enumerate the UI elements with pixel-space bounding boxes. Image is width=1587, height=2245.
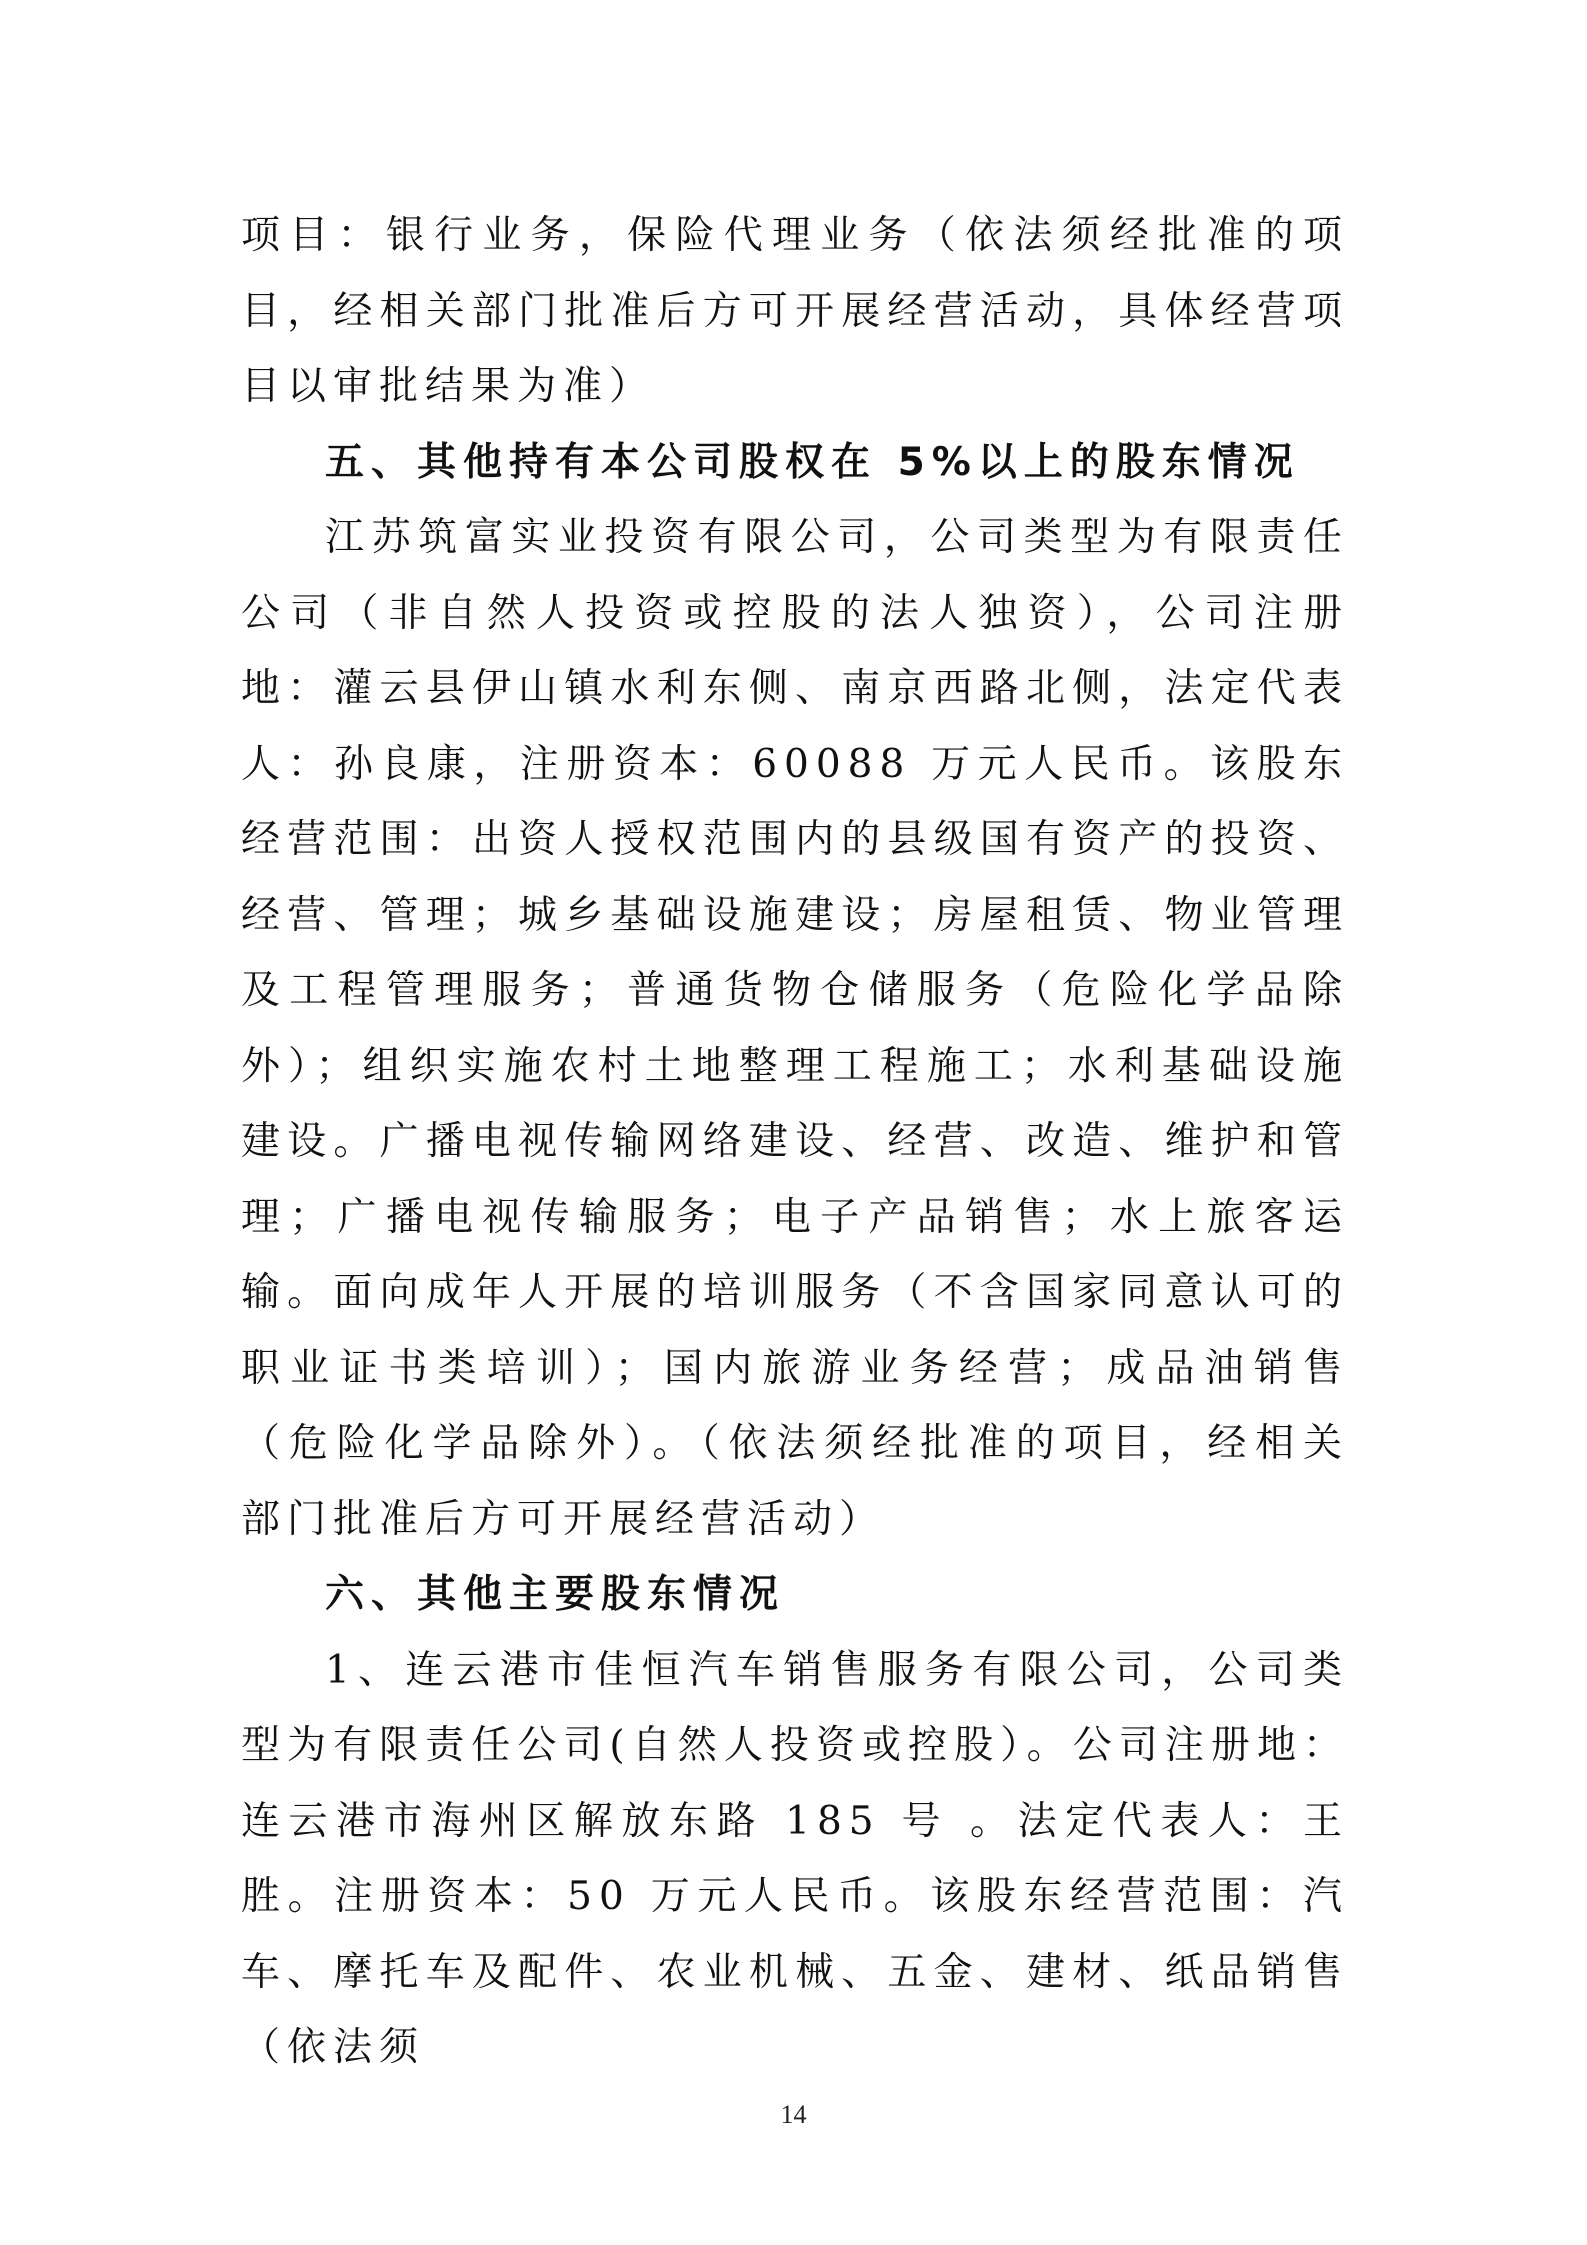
paragraph-shareholder-jiangsu-zhufu: 江苏筑富实业投资有限公司，公司类型为有限责任公司（非自然人投资或控股的法人独资），公司注册地：灌云县伊山镇水利东侧、南京西路北侧，法定代表人：孙良康，注册资本：60088 万元人民币。该股东经营范围：出资人授权范围内的县级国有资产的投资、经营、管理；城乡基础设施建设；房屋租赁、物业管理及工程管理服务；普通货物仓储服务（危险化学品除外）；组织实施农村土地整理工程施工；水利基础设施建设。广播电视传输网络建设、经营、改造、维护和管理；广播电视传输服务；电子产品销售；水上旅客运输。面向成年人开展的培训服务（不含国家同意认可的职业证书类培训）；国内旅游业务经营；成品油销售（危险化学品除外）。（依法须经批准的项目，经相关部门批准后方可开展经营活动） — [241, 515, 1349, 1542]
paragraph-shareholder-jiaheng: 1、连云港市佳恒汽车销售服务有限公司，公司类型为有限责任公司(自然人投资或控股）。公司注册地：连云港市海州区解放东路 185 号 。法定代表人：王胜。注册资本：50 万元人民币。该股东经营范围：汽车、摩托车及配件、农业机械、五金、建材、纸品销售（依法须 — [241, 1647, 1349, 2070]
page-number: 14 — [780, 2100, 807, 2129]
paragraph-business-scope-continued: 项目：银行业务，保险代理业务（依法须经批准的项目，经相关部门批准后方可开展经营活动，具体经营项目以审批结果为准） — [241, 213, 1349, 409]
section-heading-six: 六、其他主要股东情况 — [325, 1572, 786, 1617]
document-body — [241, 198, 1349, 2086]
section-heading-five: 五、其他持有本公司股权在 5%以上的股东情况 — [325, 439, 1300, 485]
